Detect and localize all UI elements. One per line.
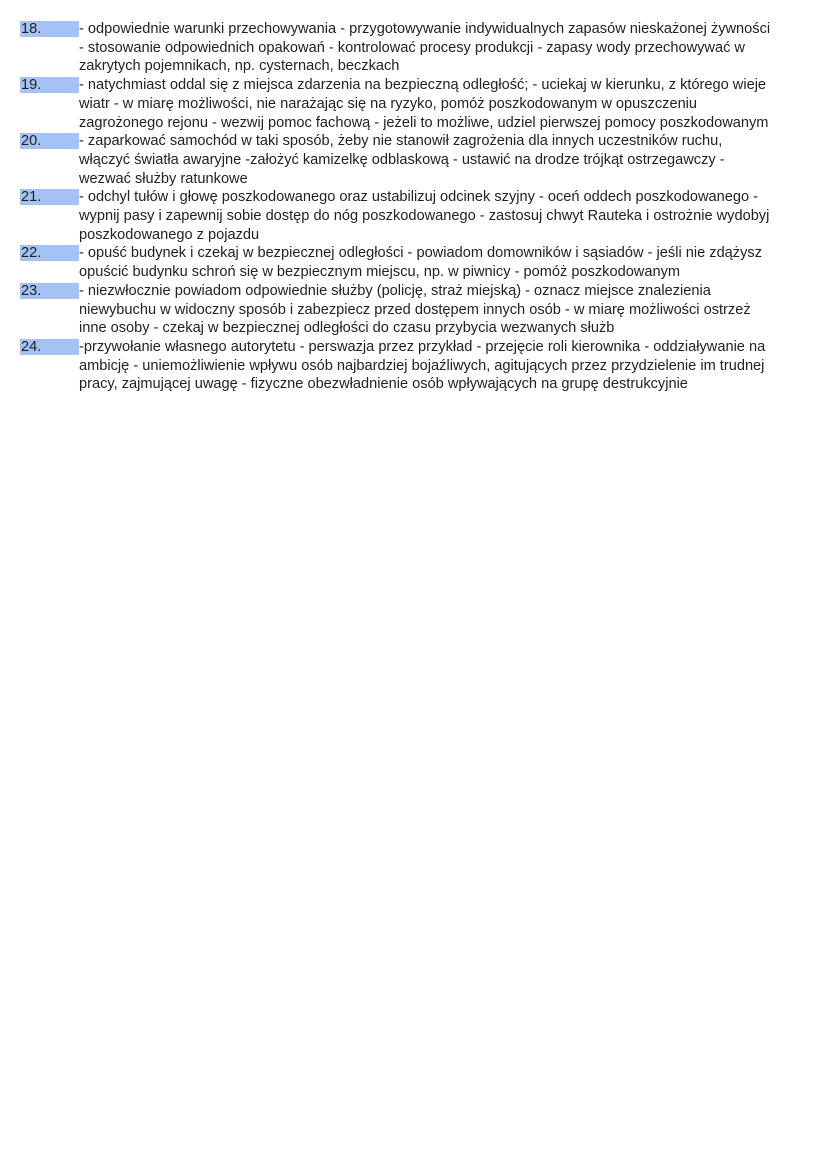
answer-list <box>20 20 810 394</box>
entry-text-line: - odchyl tułów i głowę poszkodowanego oraz ustabilizuj odcinek szyjny - oceń oddech poszkodowanego - <box>79 189 759 206</box>
entry-text-line: pracy, zajmującej uwagę - fizyczne obezwładnienie osób wpływających na grupę destrukcyjnie <box>79 376 688 393</box>
entry-text-line: zakrytych pojemnikach, np. cysternach, beczkach <box>79 58 400 75</box>
entry-text-line: - opuść budynek i czekaj w bezpiecznej odległości - powiadom domowników i sąsiadów - jeśli nie zdążysz <box>79 245 762 262</box>
entry-text-line: - stosowanie odpowiednich opakowań - kontrolować procesy produkcji - zapasy wody przechowywać w <box>79 39 745 56</box>
entry-text-line: poszkodowanego z pojazdu <box>79 226 260 243</box>
entry-text <box>79 76 810 132</box>
entry-text-line: wypnij pasy i zapewnij sobie dostęp do nóg poszkodowanego - zastosuj chwyt Rauteka i ostrożnie wydobyj <box>79 208 770 225</box>
entry-text-line: ambicję - uniemożliwienie wpływu osób najbardziej bojaźliwych, agitujących przez przydzielenie im trudnej <box>79 357 765 374</box>
entry-number-cell <box>20 132 79 149</box>
entry-text-line: wezwać służby ratunkowe <box>79 170 248 187</box>
entry-text <box>79 282 810 338</box>
entry-text-line: wiatr - w miarę możliwości, nie narażając się na ryzyko, pomóż poszkodowanym w opuszczeniu <box>79 95 698 112</box>
entry-text <box>79 20 810 76</box>
entry-number-cell <box>20 338 79 355</box>
answer-entry <box>20 188 810 244</box>
entry-text <box>79 132 810 188</box>
entry-text-line: zagrożonego rejonu - wezwij pomoc fachową - jeżeli to możliwe, udziel pierwszej pomocy poszkodowanym <box>79 114 769 131</box>
entry-number: 22. <box>20 245 79 261</box>
entry-number: 20. <box>20 133 79 149</box>
answer-entry <box>20 338 810 394</box>
entry-number-cell <box>20 188 79 205</box>
entry-text <box>79 244 810 281</box>
entry-number-cell <box>20 282 79 299</box>
answer-entry <box>20 244 810 281</box>
entry-text-line: -przywołanie własnego autorytetu - perswazja przez przykład - przejęcie roli kierownika - oddziaływanie na <box>79 338 766 355</box>
entry-text-line: inne osoby - czekaj w bezpiecznej odległości do czasu przybycia wezwanych służb <box>79 320 615 337</box>
answer-entry <box>20 76 810 132</box>
entry-text-line: włączyć światła awaryjne -założyć kamizelkę odblaskową - ustawić na drodze trójkąt ostrzegawczy - <box>79 151 725 168</box>
entry-number: 21. <box>20 189 79 205</box>
entry-number: 18. <box>20 21 79 37</box>
entry-text-line: opuścić budynku schroń się w bezpiecznym miejscu, np. w piwnicy - pomóż poszkodowanym <box>79 264 681 281</box>
entry-number: 23. <box>20 283 79 299</box>
entry-number: 19. <box>20 77 79 93</box>
answer-entry <box>20 132 810 188</box>
entry-number: 24. <box>20 339 79 355</box>
entry-number-cell <box>20 76 79 93</box>
answer-entry <box>20 20 810 76</box>
entry-text-line: - niezwłocznie powiadom odpowiednie służby (policję, straż miejską) - oznacz miejsce znalezienia <box>79 282 711 299</box>
entry-text <box>79 338 810 394</box>
entry-text <box>79 188 810 244</box>
entry-text-line: - zaparkować samochód w taki sposób, żeby nie stanowił zagrożenia dla innych uczestników ruchu, <box>79 133 723 150</box>
entry-number-cell <box>20 20 79 37</box>
answer-entry <box>20 282 810 338</box>
entry-number-cell <box>20 244 79 261</box>
entry-text-line: niewybuchu w widoczny sposób i zabezpiecz przed dostępem innych osób - w miarę możliwości ostrzeż <box>79 301 751 318</box>
entry-text-line: - odpowiednie warunki przechowywania - przygotowywanie indywidualnych zapasów nieskażonej żywności <box>79 21 771 37</box>
entry-text-line: - natychmiast oddal się z miejsca zdarzenia na bezpieczną odległość; - uciekaj w kierunku, z którego wieje <box>79 77 767 94</box>
